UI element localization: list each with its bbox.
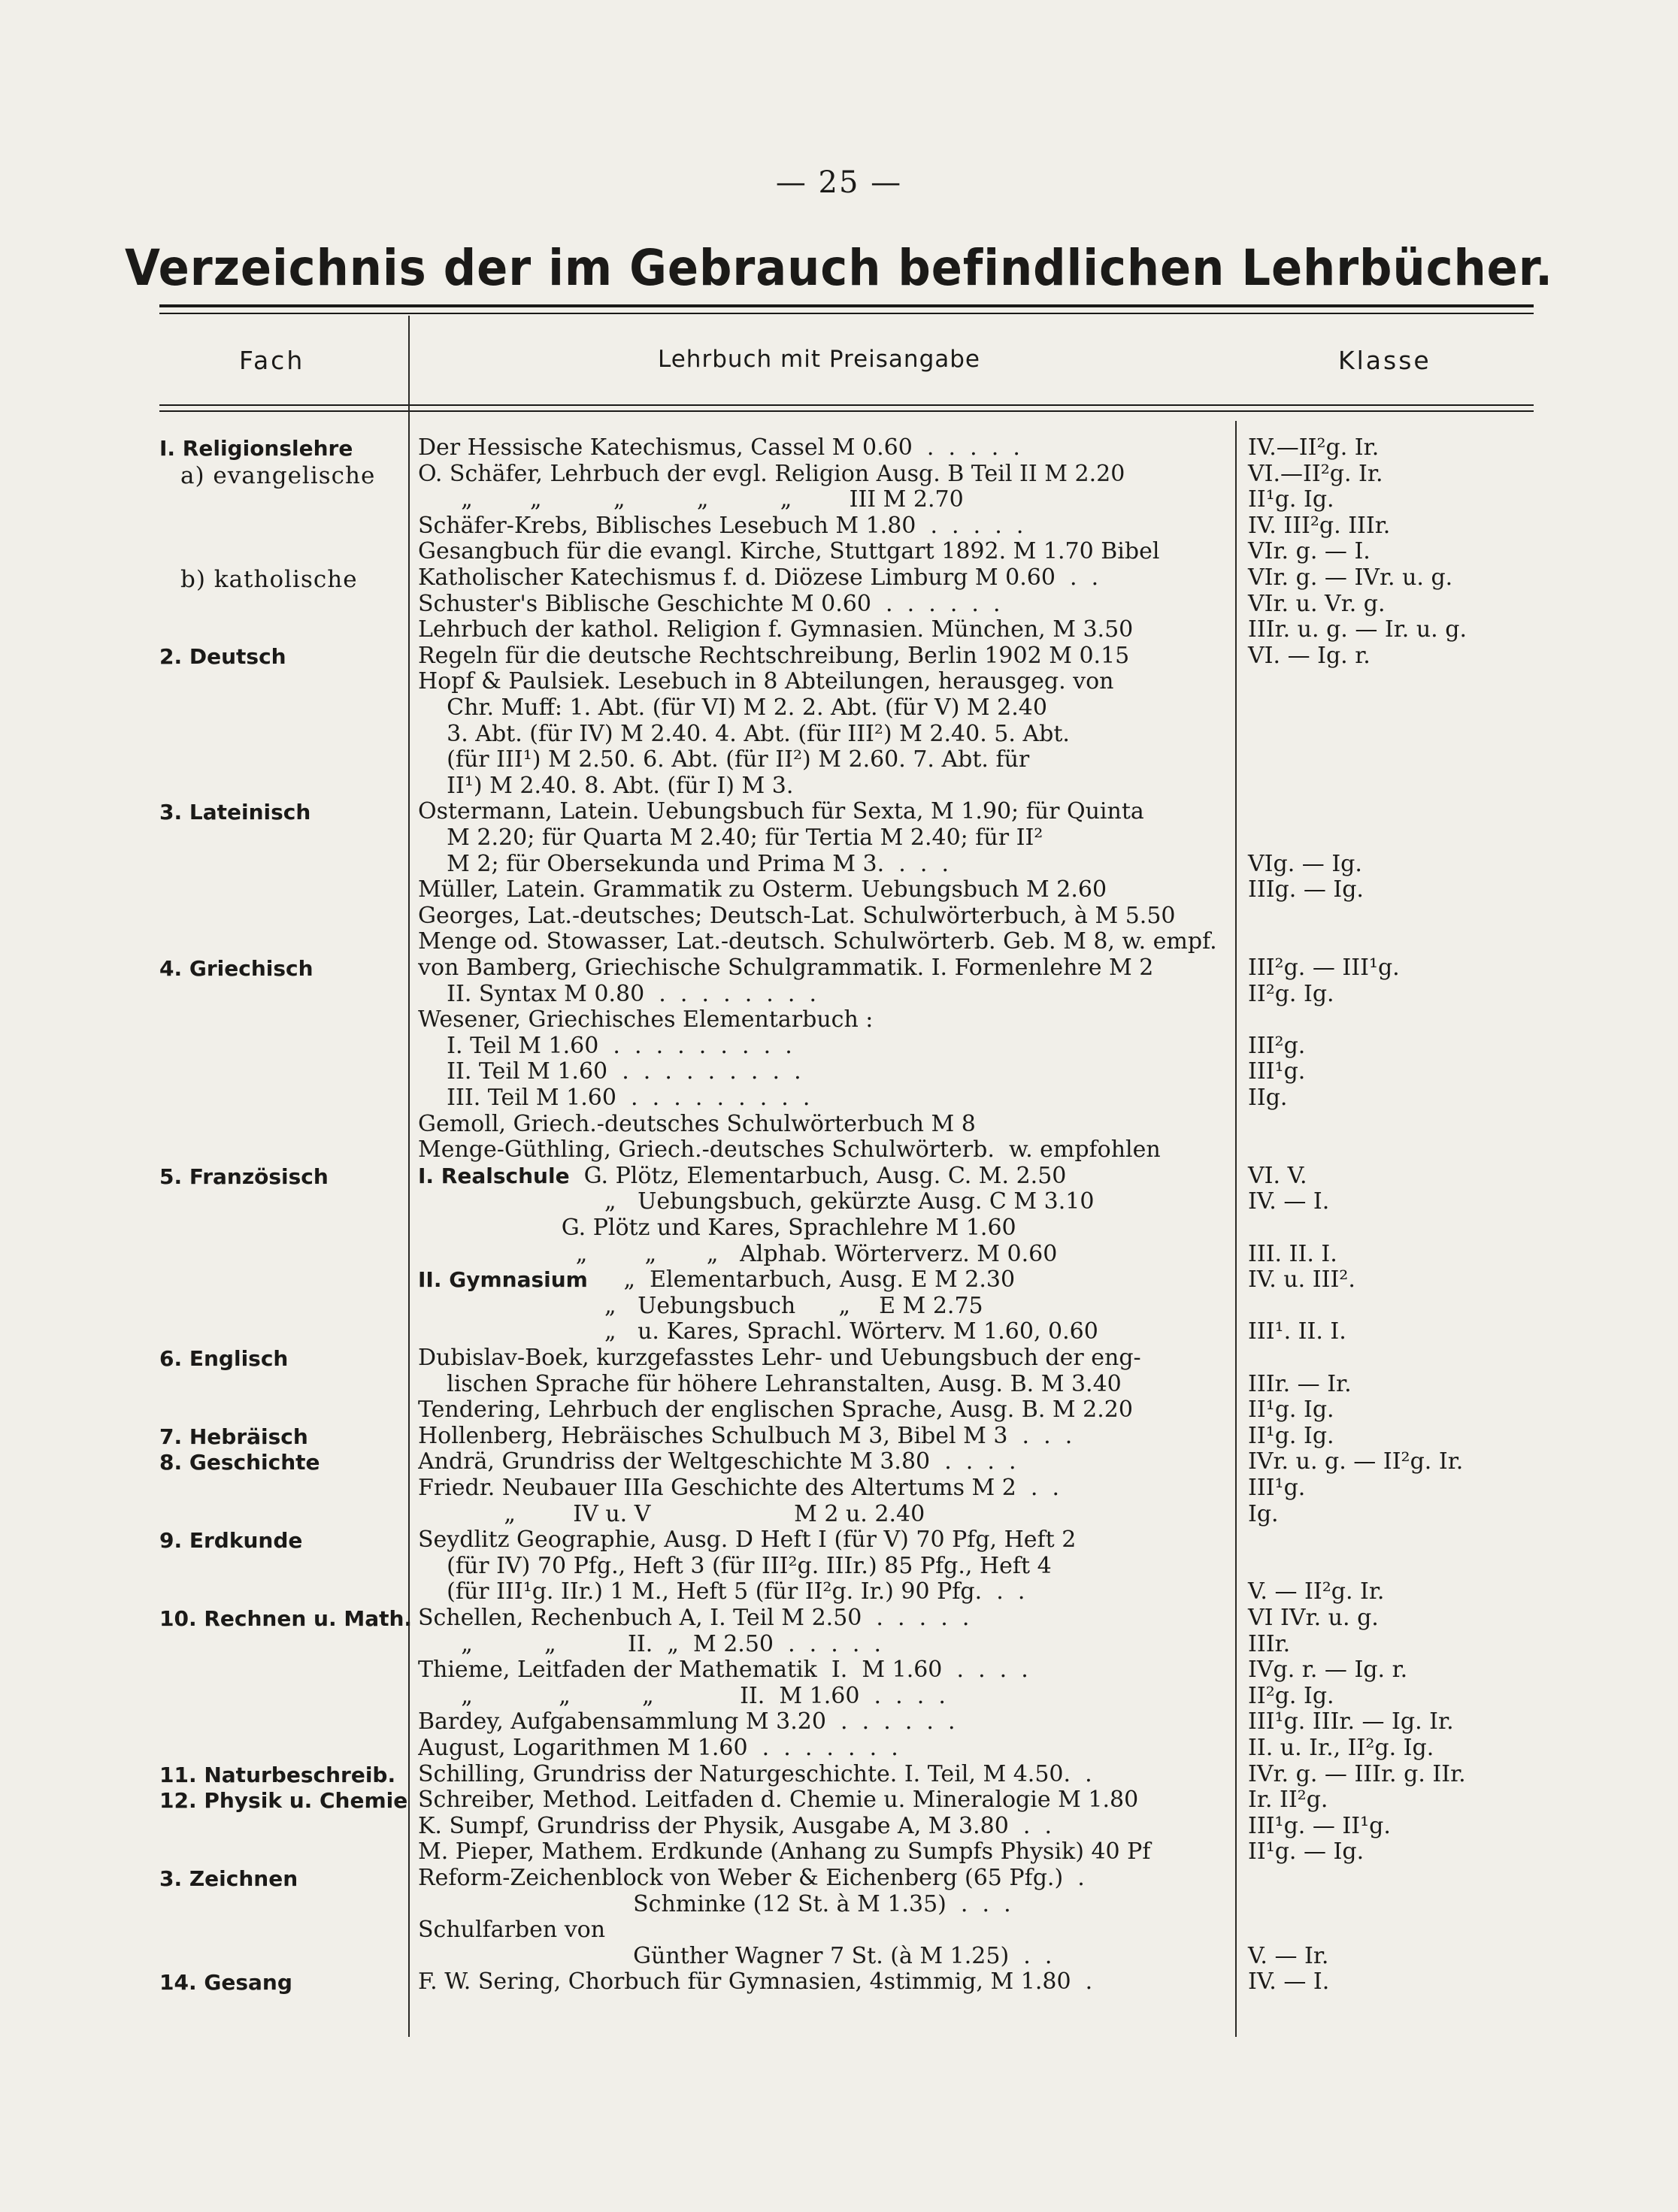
textbook-entry: Schäfer-Krebs, Biblisches Lesebuch M 1.80 . . . . .: [418, 513, 1024, 539]
class-level: II. u. Ir., II²g. Ig.: [1248, 1735, 1434, 1761]
textbook-entry: „ „ „ II. M 1.60 . . . .: [418, 1683, 946, 1709]
subject-label: 5. Französisch: [159, 1164, 329, 1189]
textbook-entry: K. Sumpf, Grundriss der Physik, Ausgabe A, M 3.80 . .: [418, 1813, 1053, 1839]
textbook-entry: (für III¹g. IIr.) 1 M., Heft 5 (für II²g. Ir.) 90 Pfg. . .: [418, 1578, 1025, 1605]
page-number: — 25 —: [775, 165, 903, 200]
textbook-entry: Schellen, Rechenbuch A, I. Teil M 2.50 . . . . .: [418, 1605, 970, 1631]
textbook-entry: M 2.20; für Quarta M 2.40; für Tertia M 2.40; für II²: [418, 825, 1043, 851]
textbook-entry: „ Uebungsbuch „ E M 2.75: [418, 1293, 983, 1319]
textbook-entry: Hollenberg, Hebräisches Schulbuch M 3, Bibel M 3 . . .: [418, 1423, 1073, 1449]
class-level: III. II. I.: [1248, 1241, 1337, 1267]
class-level: IVr. u. g. — II²g. Ir.: [1248, 1448, 1464, 1475]
class-level: IIIr.: [1248, 1631, 1291, 1657]
top-rule: [159, 304, 1534, 307]
header-rule: [159, 404, 1534, 406]
textbook-entry: O. Schäfer, Lehrbuch der evgl. Religion Ausg. B Teil II M 2.20: [418, 461, 1125, 487]
textbook-entry: „ IV u. V M 2 u. 2.40: [418, 1501, 925, 1527]
school-type-label: I. Realschule: [418, 1163, 570, 1188]
subject-label: 10. Rechnen u. Math.: [159, 1606, 413, 1631]
textbook-entry: (für III¹) M 2.50. 6. Abt. (für II²) M 2.60. 7. Abt. für: [418, 746, 1030, 773]
class-level: VI.—II²g. Ir.: [1248, 461, 1383, 487]
textbook-entry: III. Teil M 1.60 . . . . . . . . .: [418, 1085, 810, 1111]
subject-label: b) katholische: [180, 566, 358, 593]
textbook-entry: I. Teil M 1.60 . . . . . . . . .: [418, 1033, 792, 1059]
textbook-entry: „ Uebungsbuch, gekürzte Ausg. C M 3.10: [418, 1188, 1095, 1215]
subject-label: 8. Geschichte: [159, 1450, 320, 1475]
textbook-entry: von Bamberg, Griechische Schulgrammatik. I. Formenlehre M 2: [418, 955, 1154, 981]
textbook-entry: Schulfarben von: [418, 1917, 606, 1943]
class-level: IVr. g. — IIIr. g. IIr.: [1248, 1761, 1466, 1787]
subject-label: 2. Deutsch: [159, 644, 286, 669]
subject-label: 12. Physik u. Chemie: [159, 1788, 408, 1813]
textbook-entry: Hopf & Paulsiek. Lesebuch in 8 Abteilungen, herausgeg. von: [418, 668, 1114, 694]
header-fach: Fach: [239, 346, 305, 375]
page-title: Verzeichnis der im Gebrauch befindlichen Lehrbücher.: [125, 239, 1553, 297]
class-level: IV. — I.: [1248, 1968, 1330, 1995]
class-level: VIg. — Ig.: [1248, 851, 1362, 877]
class-level: III¹g. IIIr. — Ig. Ir.: [1248, 1708, 1454, 1735]
textbook-entry: Wesener, Griechisches Elementarbuch :: [418, 1006, 874, 1033]
class-level: II²g. Ig.: [1248, 981, 1334, 1007]
class-level: III²g.: [1248, 1033, 1306, 1059]
textbook-entry: Thieme, Leitfaden der Mathematik I. M 1.60 . . . .: [418, 1657, 1028, 1683]
textbook-entry: Regeln für die deutsche Rechtschreibung, Berlin 1902 M 0.15: [418, 643, 1130, 669]
textbook-entry: lischen Sprache für höhere Lehranstalten, Ausg. B. M 3.40: [418, 1371, 1122, 1397]
subject-label: 3. Lateinisch: [159, 800, 311, 825]
class-level: III¹g.: [1248, 1058, 1306, 1085]
class-level: VIr. g. — IVr. u. g.: [1248, 564, 1453, 591]
textbook-entry: „ „ II. „ M 2.50 . . . . .: [418, 1631, 882, 1657]
class-level: II²g. Ig.: [1248, 1683, 1334, 1709]
textbook-entry: Schilling, Grundriss der Naturgeschichte. I. Teil, M 4.50. .: [418, 1761, 1092, 1787]
subject-label: 7. Hebräisch: [159, 1424, 308, 1449]
textbook-text: „ Elementarbuch, Ausg. E M 2.30: [587, 1266, 1016, 1293]
class-level: VIr. g. — I.: [1248, 538, 1371, 564]
class-level: V. — Ir.: [1248, 1943, 1329, 1969]
textbook-entry: Schuster's Biblische Geschichte M 0.60 . . . . . .: [418, 591, 1001, 617]
class-level: IIg.: [1248, 1085, 1288, 1111]
subject-label: 9. Erdkunde: [159, 1528, 303, 1553]
school-type-label: II. Gymnasium: [418, 1267, 588, 1292]
textbook-entry: Andrä, Grundriss der Weltgeschichte M 3.80 . . . .: [418, 1448, 1016, 1475]
class-level: III¹g. — II¹g.: [1248, 1813, 1391, 1839]
class-level: IVg. r. — Ig. r.: [1248, 1657, 1408, 1683]
textbook-entry: Der Hessische Katechismus, Cassel M 0.60 . . . . .: [418, 434, 1020, 461]
class-level: IV. u. III².: [1248, 1266, 1355, 1293]
textbook-entry: Dubislav-Boek, kurzgefasstes Lehr- und Uebungsbuch der eng-: [418, 1345, 1141, 1371]
class-level: II¹g. Ig.: [1248, 1396, 1334, 1423]
subject-label: 3. Zeichnen: [159, 1866, 298, 1891]
textbook-entry: Bardey, Aufgabensammlung M 3.20 . . . . . .: [418, 1708, 956, 1735]
textbook-entry: II. Syntax M 0.80 . . . . . . . .: [418, 981, 817, 1007]
class-level: II¹g. — Ig.: [1248, 1838, 1365, 1865]
class-level: Ig.: [1248, 1501, 1279, 1527]
class-level: Ir. II²g.: [1248, 1787, 1328, 1813]
textbook-entry: 3. Abt. (für IV) M 2.40. 4. Abt. (für III²) M 2.40. 5. Abt.: [418, 721, 1070, 747]
textbook-entry: Georges, Lat.-deutsches; Deutsch-Lat. Schulwörterbuch, à M 5.50: [418, 903, 1176, 929]
textbook-entry: G. Plötz und Kares, Sprachlehre M 1.60: [418, 1215, 1016, 1241]
textbook-entry: Seydlitz Geographie, Ausg. D Heft I (für V) 70 Pfg, Heft 2: [418, 1527, 1077, 1553]
textbook-entry: Tendering, Lehrbuch der englischen Sprache, Ausg. B. M 2.20: [418, 1396, 1133, 1423]
textbook-entry: [418, 1266, 1224, 1293]
class-level: IV. III²g. IIIr.: [1248, 513, 1391, 539]
class-level: VI IVr. u. g.: [1248, 1605, 1379, 1631]
textbook-entry: [418, 1163, 1224, 1189]
class-level: IV.—II²g. Ir.: [1248, 434, 1380, 461]
textbook-entry: „ „ „ Alphab. Wörterverz. M 0.60: [418, 1241, 1058, 1267]
class-level: III²g. — III¹g.: [1248, 955, 1400, 981]
textbook-entry: Schreiber, Method. Leitfaden d. Chemie u. Mineralogie M 1.80: [418, 1787, 1139, 1813]
textbook-entry: Lehrbuch der kathol. Religion f. Gymnasien. München, M 3.50: [418, 616, 1134, 643]
textbook-entry: „ u. Kares, Sprachl. Wörterv. M 1.60, 0.60: [418, 1318, 1098, 1345]
textbook-text: G. Plötz, Elementarbuch, Ausg. C. M. 2.50: [569, 1163, 1067, 1189]
subject-label: a) evangelische: [180, 462, 376, 489]
class-level: III¹g.: [1248, 1475, 1306, 1501]
textbook-entry: II. Teil M 1.60 . . . . . . . . .: [418, 1058, 801, 1085]
textbook-entry: M 2; für Obersekunda und Prima M 3. . . .: [418, 851, 949, 877]
class-level: V. — II²g. Ir.: [1248, 1578, 1385, 1605]
class-level: III¹. II. I.: [1248, 1318, 1346, 1345]
textbook-entry: „ „ „ „ „ III M 2.70: [418, 486, 964, 513]
class-level: VI. — Ig. r.: [1248, 643, 1371, 669]
column-divider-left: [408, 316, 410, 2037]
textbook-entry: Gemoll, Griech.-deutsches Schulwörterbuch M 8: [418, 1111, 976, 1137]
top-rule-thin: [159, 313, 1534, 314]
textbook-entry: Reform-Zeichenblock von Weber & Eichenberg (65 Pfg.) .: [418, 1865, 1085, 1891]
textbook-entry: Ostermann, Latein. Uebungsbuch für Sexta, M 1.90; für Quinta: [418, 798, 1144, 825]
header-rule-thin: [159, 410, 1534, 412]
class-level: IV. — I.: [1248, 1188, 1330, 1215]
textbook-entry: Friedr. Neubauer IIIa Geschichte des Altertums M 2 . .: [418, 1475, 1060, 1501]
textbook-entry: Menge-Güthling, Griech.-deutsches Schulwörterb. w. empfohlen: [418, 1136, 1161, 1163]
header-lehrbuch: Lehrbuch mit Preisangabe: [658, 346, 980, 373]
class-level: IIIr. u. g. — Ir. u. g.: [1248, 616, 1467, 643]
subject-label: 4. Griechisch: [159, 956, 313, 981]
class-level: VIr. u. Vr. g.: [1248, 591, 1386, 617]
subject-label: 6. Englisch: [159, 1346, 289, 1371]
textbook-entry: Chr. Muff: 1. Abt. (für VI) M 2. 2. Abt. (für V) M 2.40: [418, 694, 1047, 721]
class-level: II¹g. Ig.: [1248, 1423, 1334, 1449]
textbook-entry: Müller, Latein. Grammatik zu Osterm. Uebungsbuch M 2.60: [418, 876, 1107, 903]
textbook-entry: Gesangbuch für die evangl. Kirche, Stuttgart 1892. M 1.70 Bibel: [418, 538, 1160, 564]
textbook-entry: Menge od. Stowasser, Lat.-deutsch. Schulwörterb. Geb. M 8, w. empf.: [418, 928, 1217, 955]
class-level: VI. V.: [1248, 1163, 1307, 1189]
class-level: II¹g. Ig.: [1248, 486, 1334, 513]
subject-label: I. Religionslehre: [159, 436, 353, 461]
textbook-entry: Schminke (12 St. à M 1.35) . . .: [418, 1891, 1011, 1917]
textbook-entry: Katholischer Katechismus f. d. Diözese Limburg M 0.60 . .: [418, 564, 1099, 591]
textbook-entry: II¹) M 2.40. 8. Abt. (für I) M 3.: [418, 773, 794, 799]
header-klasse: Klasse: [1338, 346, 1431, 375]
class-level: IIIr. — Ir.: [1248, 1371, 1352, 1397]
column-divider-right: [1235, 421, 1237, 2037]
textbook-entry: F. W. Sering, Chorbuch für Gymnasien, 4stimmig, M 1.80 .: [418, 1968, 1093, 1995]
subject-label: 14. Gesang: [159, 1970, 292, 1995]
subject-label: 11. Naturbeschreib.: [159, 1763, 396, 1787]
textbook-entry: M. Pieper, Mathem. Erdkunde (Anhang zu Sumpfs Physik) 40 Pf: [418, 1838, 1151, 1865]
textbook-entry: Günther Wagner 7 St. (à M 1.25) . .: [418, 1943, 1053, 1969]
textbook-entry: (für IV) 70 Pfg., Heft 3 (für III²g. IIIr.) 85 Pfg., Heft 4: [418, 1553, 1052, 1579]
class-level: IIIg. — Ig.: [1248, 876, 1364, 903]
textbook-entry: August, Logarithmen M 1.60 . . . . . . .: [418, 1735, 898, 1761]
